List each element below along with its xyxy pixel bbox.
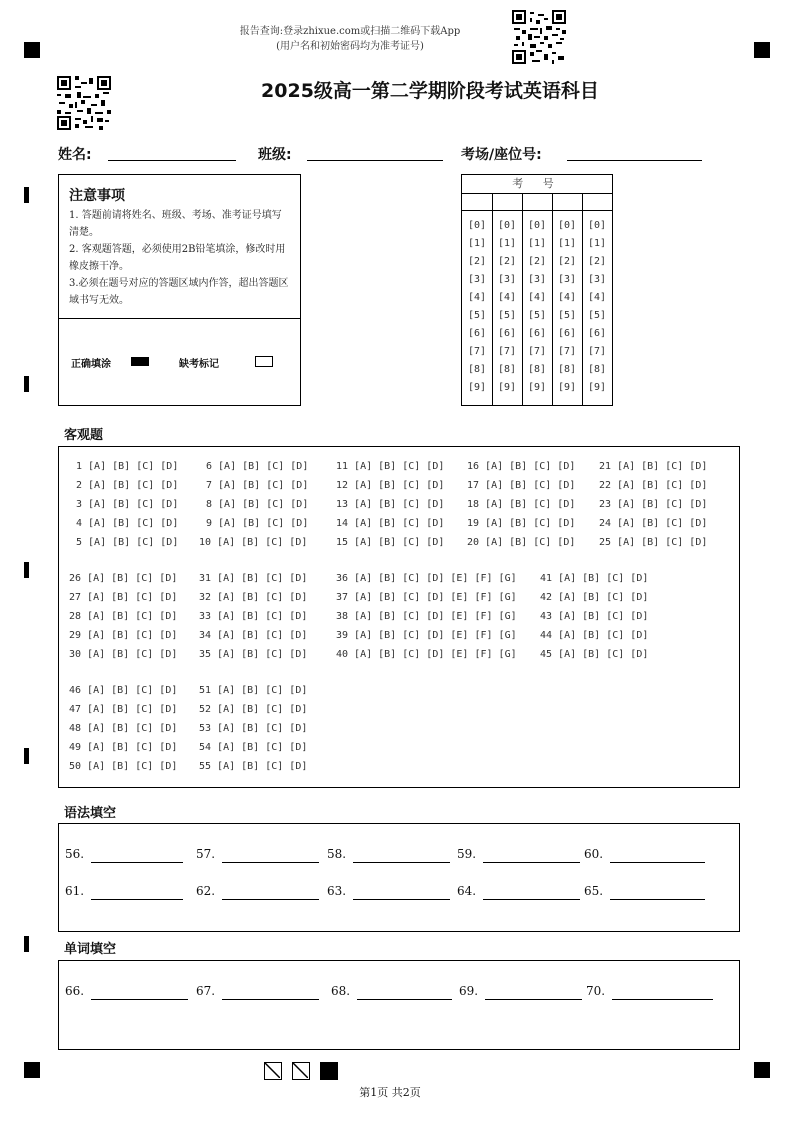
exam-number-write-cell[interactable] [492,193,522,211]
exam-digit-bubble[interactable]: [3] [467,274,487,285]
corner-mark-bottom-left [24,1062,40,1078]
exam-digit-bubble[interactable]: [7] [587,346,607,357]
exam-digit-bubble[interactable]: [5] [467,310,487,321]
exam-digit-bubble[interactable]: [2] [497,256,517,267]
exam-digit-bubble[interactable]: [9] [527,382,547,393]
objective-question[interactable]: 17 [A] [B] [C] [D] [467,480,576,491]
exam-digit-bubble[interactable]: [2] [527,256,547,267]
objective-question[interactable]: 55 [A] [B] [C] [D] [199,761,308,772]
corner-mark-top-left [24,42,40,58]
objective-question[interactable]: 9 [A] [B] [C] [D] [206,518,309,529]
exam-number-heading: 考 号 [462,175,612,194]
answer-blank[interactable] [222,899,319,900]
exam-digit-bubble[interactable]: [8] [587,364,607,375]
objective-question[interactable]: 37 [A] [B] [C] [D] [E] [F] [G] [336,592,517,603]
answer-blank[interactable] [353,899,450,900]
exam-digit-bubble[interactable]: [6] [497,328,517,339]
objective-question[interactable]: 31 [A] [B] [C] [D] [199,573,308,584]
objective-question[interactable]: 7 [A] [B] [C] [D] [206,480,309,491]
exam-digit-bubble[interactable]: [9] [467,382,487,393]
grammar-answer-box [58,823,740,932]
exam-digit-bubble[interactable]: [6] [527,328,547,339]
exam-digit-bubble[interactable]: [0] [527,220,547,231]
answer-blank[interactable] [222,999,319,1000]
objective-question[interactable]: 28 [A] [B] [C] [D] [69,611,178,622]
objective-question[interactable]: 39 [A] [B] [C] [D] [E] [F] [G] [336,630,517,641]
fill-question-number: 62. [196,884,216,898]
fill-question-number: 61. [65,884,85,898]
objective-question[interactable]: 40 [A] [B] [C] [D] [E] [F] [G] [336,649,517,660]
vocab-section-label: 单词填空 [64,942,117,957]
answer-blank[interactable] [610,862,705,863]
objective-question[interactable]: 34 [A] [B] [C] [D] [199,630,308,641]
exam-number-write-cell[interactable] [462,193,492,211]
objective-question[interactable]: 29 [A] [B] [C] [D] [69,630,178,641]
seat-field[interactable] [567,160,702,161]
exam-digit-bubble[interactable]: [7] [467,346,487,357]
login-hint-line: (用户名和初始密码均为准考证号) [276,41,424,52]
exam-digit-bubble[interactable]: [6] [587,328,607,339]
exam-digit-bubble[interactable]: [6] [557,328,577,339]
objective-question[interactable]: 51 [A] [B] [C] [D] [199,685,308,696]
exam-digit-bubble[interactable]: [0] [557,220,577,231]
objective-question[interactable]: 38 [A] [B] [C] [D] [E] [F] [G] [336,611,517,622]
objective-question[interactable]: 36 [A] [B] [C] [D] [E] [F] [G] [336,573,517,584]
vocab-answer-box [58,960,740,1050]
exam-digit-bubble[interactable]: [7] [527,346,547,357]
exam-digit-bubble[interactable]: [8] [527,364,547,375]
objective-question[interactable]: 10 [A] [B] [C] [D] [199,537,308,548]
answer-blank[interactable] [91,999,188,1000]
notice-title: 注意事项 [69,188,125,204]
grammar-section-label: 语法填空 [64,806,117,821]
exam-digit-bubble[interactable]: [7] [497,346,517,357]
report-query-line: 报告查询:登录zhixue.com或扫描二维码下载App [239,26,461,37]
exam-digit-bubble[interactable]: [6] [467,328,487,339]
answer-blank[interactable] [357,999,452,1000]
class-label: 班级: [258,147,292,163]
notice-divider [59,318,300,319]
exam-digit-bubble[interactable]: [1] [587,238,607,249]
exam-digit-bubble[interactable]: [8] [467,364,487,375]
fill-question-number: 65. [584,884,604,898]
report-query-note [200,24,500,54]
exam-number-column [492,193,523,405]
exam-number-column [462,193,493,405]
timing-mark [24,562,29,578]
absent-mark-label: 缺考标记 [179,359,219,370]
exam-digit-bubble[interactable]: [3] [557,274,577,285]
notice-item: 2. 客观题答题，必须使用2B铅笔填涂，修改时用橡皮擦干净。 [69,244,286,272]
answer-blank[interactable] [222,862,319,863]
notice-item: 1. 答题前请将姓名、班级、考场、准考证号填写清楚。 [69,210,282,238]
objective-question[interactable]: 30 [A] [B] [C] [D] [69,649,178,660]
objective-question[interactable]: 13 [A] [B] [C] [D] [336,499,445,510]
answer-blank[interactable] [483,862,580,863]
page-title: 2025级高一第二学期阶段考试英语科目 [261,80,599,102]
name-field[interactable] [108,160,236,161]
answer-blank[interactable] [485,999,582,1000]
fill-question-number: 66. [65,984,85,998]
exam-number-column [522,193,553,405]
objective-question[interactable]: 35 [A] [B] [C] [D] [199,649,308,660]
objective-question[interactable]: 5 [A] [B] [C] [D] [76,537,179,548]
answer-blank[interactable] [353,862,450,863]
fill-question-number: 57. [196,847,216,861]
fill-question-number: 67. [196,984,216,998]
objective-question[interactable]: 20 [A] [B] [C] [D] [467,537,576,548]
class-field[interactable] [307,160,443,161]
exam-digit-bubble[interactable]: [1] [497,238,517,249]
exam-digit-bubble[interactable]: [4] [467,292,487,303]
exam-digit-bubble[interactable]: [0] [497,220,517,231]
notice-box [58,174,301,406]
exam-digit-bubble[interactable]: [4] [497,292,517,303]
timing-mark [24,376,29,392]
exam-digit-bubble[interactable]: [4] [557,292,577,303]
exam-digit-bubble[interactable]: [5] [497,310,517,321]
page-code-box-filled [320,1062,338,1080]
objective-question[interactable]: 24 [A] [B] [C] [D] [599,518,708,529]
notice-item: 3.必须在题号对应的答题区域内作答，超出答题区域书写无效。 [69,278,289,306]
exam-number-grid [461,174,613,406]
objective-question[interactable]: 15 [A] [B] [C] [D] [336,537,445,548]
objective-question[interactable]: 16 [A] [B] [C] [D] [467,461,576,472]
timing-mark [24,748,29,764]
correct-fill-sample [131,357,149,366]
objective-question[interactable]: 3 [A] [B] [C] [D] [76,499,179,510]
exam-digit-bubble[interactable]: [9] [497,382,517,393]
objective-section-label: 客观题 [64,428,104,443]
page-code-box [264,1062,282,1080]
objective-question[interactable]: 12 [A] [B] [C] [D] [336,480,445,491]
exam-digit-bubble[interactable]: [2] [587,256,607,267]
exam-digit-bubble[interactable]: [5] [557,310,577,321]
exam-number-column [582,193,612,405]
exam-digit-bubble[interactable]: [3] [527,274,547,285]
exam-digit-bubble[interactable]: [7] [557,346,577,357]
exam-number-write-cell[interactable] [582,193,612,211]
objective-question[interactable]: 2 [A] [B] [C] [D] [76,480,179,491]
exam-number-write-cell[interactable] [552,193,582,211]
name-label: 姓名: [58,147,92,163]
objective-question[interactable]: 49 [A] [B] [C] [D] [69,742,178,753]
answer-blank[interactable] [91,899,183,900]
fill-question-number: 68. [331,984,351,998]
objective-question[interactable]: 33 [A] [B] [C] [D] [199,611,308,622]
fill-question-number: 69. [459,984,479,998]
objective-question[interactable]: 47 [A] [B] [C] [D] [69,704,178,715]
objective-question[interactable]: 21 [A] [B] [C] [D] [599,461,708,472]
page-code-box [292,1062,310,1080]
fill-question-number: 63. [327,884,347,898]
objective-question[interactable]: 22 [A] [B] [C] [D] [599,480,708,491]
fill-question-number: 56. [65,847,85,861]
timing-mark [24,936,29,952]
exam-digit-bubble[interactable]: [0] [587,220,607,231]
objective-question[interactable]: 32 [A] [B] [C] [D] [199,592,308,603]
objective-question[interactable]: 4 [A] [B] [C] [D] [76,518,179,529]
objective-question[interactable]: 18 [A] [B] [C] [D] [467,499,576,510]
objective-question[interactable]: 53 [A] [B] [C] [D] [199,723,308,734]
exam-digit-bubble[interactable]: [1] [557,238,577,249]
objective-question[interactable]: 41 [A] [B] [C] [D] [540,573,649,584]
fill-question-number: 60. [584,847,604,861]
objective-question[interactable]: 45 [A] [B] [C] [D] [540,649,649,660]
objective-question[interactable]: 54 [A] [B] [C] [D] [199,742,308,753]
exam-digit-bubble[interactable]: [2] [467,256,487,267]
objective-question[interactable]: 44 [A] [B] [C] [D] [540,630,649,641]
page-number: 第1页 共2页 [359,1086,421,1099]
exam-number-column [552,193,583,405]
exam-digit-bubble[interactable]: [4] [527,292,547,303]
corner-mark-top-right [754,42,770,58]
exam-digit-bubble[interactable]: [5] [587,310,607,321]
seat-label: 考场/座位号: [461,147,542,163]
objective-question[interactable]: 25 [A] [B] [C] [D] [599,537,708,548]
exam-digit-bubble[interactable]: [9] [587,382,607,393]
objective-question[interactable]: 46 [A] [B] [C] [D] [69,685,178,696]
objective-question[interactable]: 26 [A] [B] [C] [D] [69,573,178,584]
objective-answer-box [58,446,740,788]
corner-mark-bottom-right [754,1062,770,1078]
objective-question[interactable]: 14 [A] [B] [C] [D] [336,518,445,529]
exam-digit-bubble[interactable]: [4] [587,292,607,303]
objective-question[interactable]: 42 [A] [B] [C] [D] [540,592,649,603]
objective-question[interactable]: 43 [A] [B] [C] [D] [540,611,649,622]
correct-fill-label: 正确填涂 [71,359,111,370]
objective-question[interactable]: 19 [A] [B] [C] [D] [467,518,576,529]
objective-question[interactable]: 27 [A] [B] [C] [D] [69,592,178,603]
objective-question[interactable]: 48 [A] [B] [C] [D] [69,723,178,734]
exam-digit-bubble[interactable]: [1] [527,238,547,249]
exam-digit-bubble[interactable]: [2] [557,256,577,267]
objective-question[interactable]: 23 [A] [B] [C] [D] [599,499,708,510]
exam-digit-bubble[interactable]: [8] [557,364,577,375]
objective-question[interactable]: 8 [A] [B] [C] [D] [206,499,309,510]
exam-number-write-cell[interactable] [522,193,552,211]
fill-question-number: 59. [457,847,477,861]
objective-question[interactable]: 50 [A] [B] [C] [D] [69,761,178,772]
exam-digit-bubble[interactable]: [9] [557,382,577,393]
app-download-qr-code [512,10,566,64]
exam-digit-bubble[interactable]: [0] [467,220,487,231]
answer-blank[interactable] [612,999,713,1000]
exam-digit-bubble[interactable]: [3] [587,274,607,285]
answer-blank[interactable] [610,899,705,900]
exam-digit-bubble[interactable]: [1] [467,238,487,249]
fill-question-number: 64. [457,884,477,898]
fill-question-number: 70. [586,984,606,998]
answer-blank[interactable] [91,862,183,863]
absent-mark-checkbox[interactable] [255,356,273,367]
timing-mark [24,187,29,203]
exam-digit-bubble[interactable]: [8] [497,364,517,375]
answer-sheet-qr-code [57,76,111,130]
exam-digit-bubble[interactable]: [5] [527,310,547,321]
fill-question-number: 58. [327,847,347,861]
exam-digit-bubble[interactable]: [3] [497,274,517,285]
objective-question[interactable]: 1 [A] [B] [C] [D] [76,461,179,472]
objective-question[interactable]: 52 [A] [B] [C] [D] [199,704,308,715]
objective-question[interactable]: 6 [A] [B] [C] [D] [206,461,309,472]
answer-blank[interactable] [483,899,580,900]
objective-question[interactable]: 11 [A] [B] [C] [D] [336,461,445,472]
